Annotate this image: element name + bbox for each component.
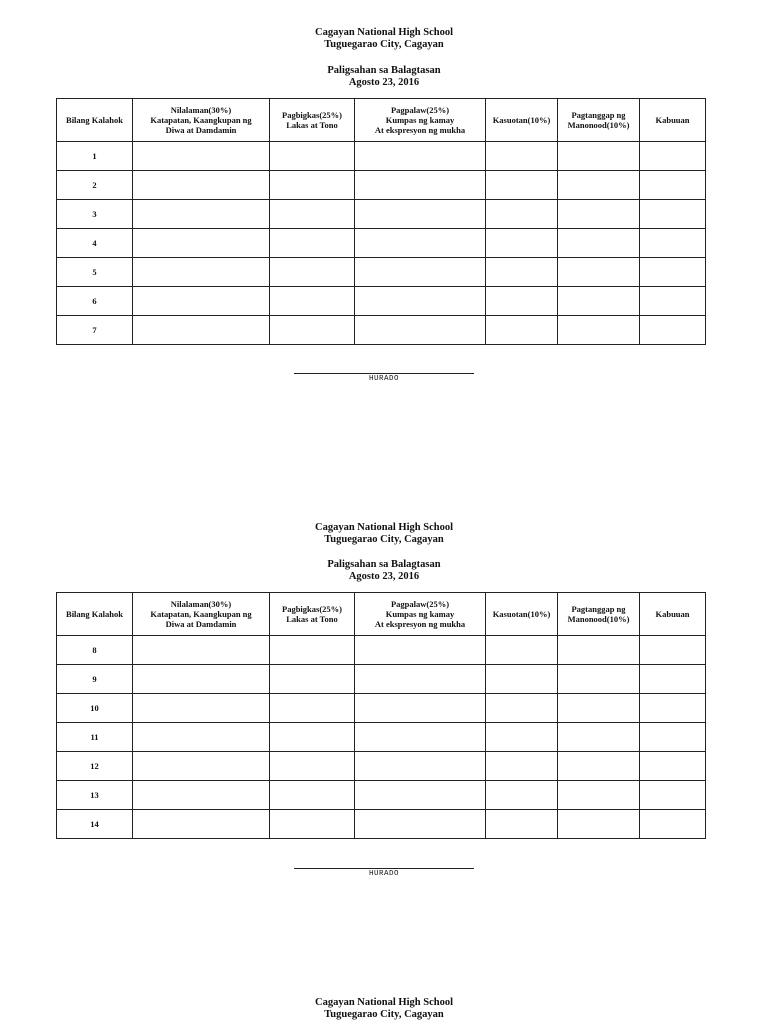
score-cell[interactable] [558, 316, 640, 345]
total-cell[interactable] [640, 694, 706, 723]
table-row [57, 171, 706, 200]
score-cell[interactable] [270, 723, 355, 752]
total-cell[interactable] [640, 258, 706, 287]
header-kabuuan: Kabuuan [640, 593, 706, 636]
score-cell[interactable] [558, 723, 640, 752]
total-cell[interactable] [640, 636, 706, 665]
score-cell[interactable] [355, 142, 486, 171]
contestant-number: 2 [57, 171, 133, 200]
score-cell[interactable] [270, 287, 355, 316]
event-title: Paligsahan sa Balagtasan [327, 559, 441, 570]
score-cell[interactable] [486, 665, 558, 694]
score-cell[interactable] [355, 810, 486, 839]
score-cell[interactable] [133, 258, 270, 287]
score-cell[interactable] [558, 636, 640, 665]
score-cell[interactable] [133, 810, 270, 839]
score-cell[interactable] [558, 200, 640, 229]
header-kabuuan: Kabuuan [640, 99, 706, 142]
score-cell[interactable] [270, 171, 355, 200]
score-cell[interactable] [133, 316, 270, 345]
event-date: Agosto 23, 2016 [348, 571, 420, 582]
score-cell[interactable] [270, 752, 355, 781]
school-location: Tuguegarao City, Cagayan [324, 534, 444, 545]
score-cell[interactable] [486, 694, 558, 723]
score-cell[interactable] [486, 316, 558, 345]
score-cell[interactable] [486, 636, 558, 665]
score-cell[interactable] [133, 229, 270, 258]
score-cell[interactable] [355, 229, 486, 258]
score-cell[interactable] [558, 142, 640, 171]
contestant-number: 13 [57, 781, 133, 810]
score-cell[interactable] [355, 752, 486, 781]
score-cell[interactable] [558, 229, 640, 258]
score-cell[interactable] [558, 287, 640, 316]
score-cell[interactable] [270, 781, 355, 810]
score-cell[interactable] [558, 258, 640, 287]
table-row [57, 665, 706, 694]
table-row [57, 258, 706, 287]
header-kasuotan: Kasuotan(10%) [486, 593, 558, 636]
table-row [57, 752, 706, 781]
score-cell[interactable] [355, 171, 486, 200]
score-cell[interactable] [355, 287, 486, 316]
table-row [57, 229, 706, 258]
score-cell[interactable] [486, 171, 558, 200]
score-table-1 [56, 98, 706, 345]
score-cell[interactable] [355, 781, 486, 810]
header-bilang-kalahok: Bilang Kalahok [57, 593, 133, 636]
score-cell[interactable] [486, 723, 558, 752]
score-cell[interactable] [133, 142, 270, 171]
header-nilalaman: Nilalaman(30%) Katapatan, Kaangkupan ng Diwa at Damdamin [133, 99, 270, 142]
school-location: Tuguegarao City, Cagayan [324, 1009, 444, 1020]
table-row [57, 200, 706, 229]
table-row [57, 694, 706, 723]
table-row [57, 723, 706, 752]
signature-line [294, 868, 474, 869]
score-cell[interactable] [486, 752, 558, 781]
score-cell[interactable] [355, 316, 486, 345]
total-cell[interactable] [640, 810, 706, 839]
score-cell[interactable] [558, 752, 640, 781]
total-cell[interactable] [640, 229, 706, 258]
school-name: Cagayan National High School [315, 997, 453, 1008]
score-cell[interactable] [486, 200, 558, 229]
table-row [57, 636, 706, 665]
score-cell[interactable] [486, 142, 558, 171]
total-cell[interactable] [640, 781, 706, 810]
contestant-number: 8 [57, 636, 133, 665]
contestant-number: 6 [57, 287, 133, 316]
total-cell[interactable] [640, 287, 706, 316]
score-cell[interactable] [270, 229, 355, 258]
score-cell[interactable] [558, 171, 640, 200]
score-cell[interactable] [355, 258, 486, 287]
score-cell[interactable] [270, 142, 355, 171]
score-cell[interactable] [133, 781, 270, 810]
header-kasuotan: Kasuotan(10%) [486, 99, 558, 142]
header-pagtanggap: Pagtanggap ng Manonood(10%) [558, 99, 640, 142]
score-cell[interactable] [486, 810, 558, 839]
score-cell[interactable] [133, 665, 270, 694]
score-cell[interactable] [355, 723, 486, 752]
table-row [57, 287, 706, 316]
score-cell[interactable] [270, 316, 355, 345]
total-cell[interactable] [640, 171, 706, 200]
score-cell[interactable] [270, 694, 355, 723]
total-cell[interactable] [640, 316, 706, 345]
total-cell[interactable] [640, 142, 706, 171]
header-pagbigkas: Pagbigkas(25%) Lakas at Tono [270, 593, 355, 636]
table-row [57, 810, 706, 839]
school-name: Cagayan National High School [315, 27, 453, 38]
signature-line [294, 373, 474, 374]
school-location: Tuguegarao City, Cagayan [324, 39, 444, 50]
table-row [57, 316, 706, 345]
score-cell[interactable] [486, 229, 558, 258]
contestant-number: 1 [57, 142, 133, 171]
header-nilalaman: Nilalaman(30%) Katapatan, Kaangkupan ng Diwa at Damdamin [133, 593, 270, 636]
header-bilang-kalahok: Bilang Kalahok [57, 99, 133, 142]
score-cell[interactable] [558, 810, 640, 839]
score-cell[interactable] [486, 287, 558, 316]
score-cell[interactable] [486, 781, 558, 810]
score-cell[interactable] [270, 810, 355, 839]
score-cell[interactable] [558, 694, 640, 723]
school-name: Cagayan National High School [315, 522, 453, 533]
score-table-2 [56, 592, 706, 839]
score-cell[interactable] [270, 665, 355, 694]
event-date: Agosto 23, 2016 [348, 77, 420, 88]
score-cell[interactable] [133, 694, 270, 723]
score-cell[interactable] [270, 636, 355, 665]
contestant-number: 3 [57, 200, 133, 229]
score-cell[interactable] [133, 752, 270, 781]
score-cell[interactable] [133, 171, 270, 200]
score-cell[interactable] [133, 636, 270, 665]
score-cell[interactable] [558, 665, 640, 694]
table-row [57, 781, 706, 810]
score-cell[interactable] [133, 723, 270, 752]
table-row [57, 142, 706, 171]
total-cell[interactable] [640, 723, 706, 752]
event-title: Paligsahan sa Balagtasan [327, 65, 441, 76]
header-pagpalaw: Pagpalaw(25%) Kumpas ng kamay At ekspresyon ng mukha [355, 99, 486, 142]
score-cell[interactable] [270, 200, 355, 229]
header-pagtanggap: Pagtanggap ng Manonood(10%) [558, 593, 640, 636]
score-cell[interactable] [355, 636, 486, 665]
contestant-number: 7 [57, 316, 133, 345]
judge-label: HURADO [368, 870, 399, 878]
score-cell[interactable] [355, 665, 486, 694]
contestant-number: 9 [57, 665, 133, 694]
total-cell[interactable] [640, 665, 706, 694]
contestant-number: 12 [57, 752, 133, 781]
score-cell[interactable] [133, 287, 270, 316]
contestant-number: 11 [57, 723, 133, 752]
total-cell[interactable] [640, 200, 706, 229]
contestant-number: 5 [57, 258, 133, 287]
score-cell[interactable] [355, 200, 486, 229]
score-cell[interactable] [355, 694, 486, 723]
total-cell[interactable] [640, 752, 706, 781]
contestant-number: 4 [57, 229, 133, 258]
contestant-number: 10 [57, 694, 133, 723]
score-cell[interactable] [270, 258, 355, 287]
score-cell[interactable] [486, 258, 558, 287]
header-pagpalaw: Pagpalaw(25%) Kumpas ng kamay At ekspresyon ng mukha [355, 593, 486, 636]
header-pagbigkas: Pagbigkas(25%) Lakas at Tono [270, 99, 355, 142]
contestant-number: 14 [57, 810, 133, 839]
judge-label: HURADO [368, 375, 399, 383]
score-cell[interactable] [558, 781, 640, 810]
score-cell[interactable] [133, 200, 270, 229]
